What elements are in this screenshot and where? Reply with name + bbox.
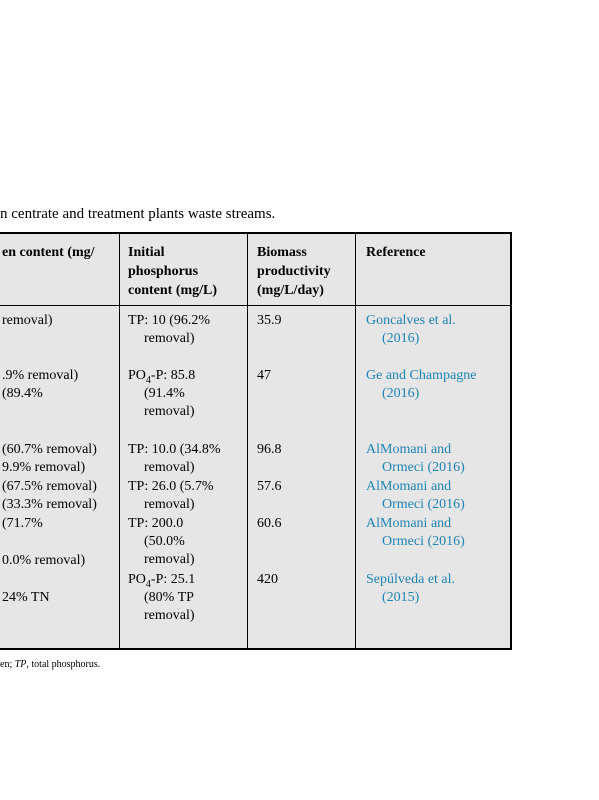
phosphorus-cell: $PO_4-P$: 25.1 (80% TP removal) [128,572,196,623]
table-caption: n centrate and treatment plants waste streams. [0,206,276,222]
table-footnote: en; TP, total phosphorus. [0,659,101,670]
nitrogen-cell: 9.9% removal) [2,460,86,475]
reference-link[interactable]: Sepúlveda et al. (2015) [366,572,456,605]
column-divider [247,234,248,648]
biomass-cell: 47 [257,368,271,383]
reference-link[interactable]: AlMomani and Ormeci (2016) [366,479,465,512]
phosphorus-cell: TP: 10.0 (34.8% removal) [128,442,221,475]
phosphorus-cell: $PO_4-P$: 85.8 (91.4% removal) [128,368,196,419]
nitrogen-cell: (33.3% removal) [2,497,97,512]
biomass-cell: 420 [257,572,278,587]
biomass-cell: 60.6 [257,516,282,531]
data-table [0,232,512,650]
biomass-cell: 96.8 [257,442,282,457]
nitrogen-cell: (67.5% removal) [2,479,97,494]
header-biomass: Biomass productivity (mg/L/day) [257,245,331,298]
header-nitrogen: en content (mg/ [2,245,95,260]
header-phosphorus: Initial phosphorus content (mg/L) [128,245,218,298]
reference-link[interactable]: Goncalves et al. (2016) [366,313,456,346]
reference-link[interactable]: AlMomani and Ormeci (2016) [366,516,465,549]
header-divider [0,305,510,306]
nitrogen-cell: removal) [2,313,53,328]
nitrogen-cell: .9% removal) [2,368,79,383]
biomass-cell: 35.9 [257,313,282,328]
phosphorus-cell: TP: 10 (96.2% removal) [128,313,211,346]
phosphorus-cell: TP: 200.0 (50.0% removal) [128,516,195,567]
nitrogen-cell: (89.4% [2,386,43,401]
nitrogen-cell: (60.7% removal) [2,442,97,457]
nitrogen-cell: 0.0% removal) [2,553,86,568]
nitrogen-cell: 24% TN [2,590,50,605]
reference-link[interactable]: AlMomani and Ormeci (2016) [366,442,465,475]
header-reference: Reference [366,245,426,260]
column-divider [119,234,120,648]
nitrogen-cell: (71.7% [2,516,43,531]
reference-link[interactable]: Ge and Champagne (2016) [366,368,477,401]
biomass-cell: 57.6 [257,479,282,494]
phosphorus-cell: TP: 26.0 (5.7% removal) [128,479,214,512]
column-divider [355,234,356,648]
